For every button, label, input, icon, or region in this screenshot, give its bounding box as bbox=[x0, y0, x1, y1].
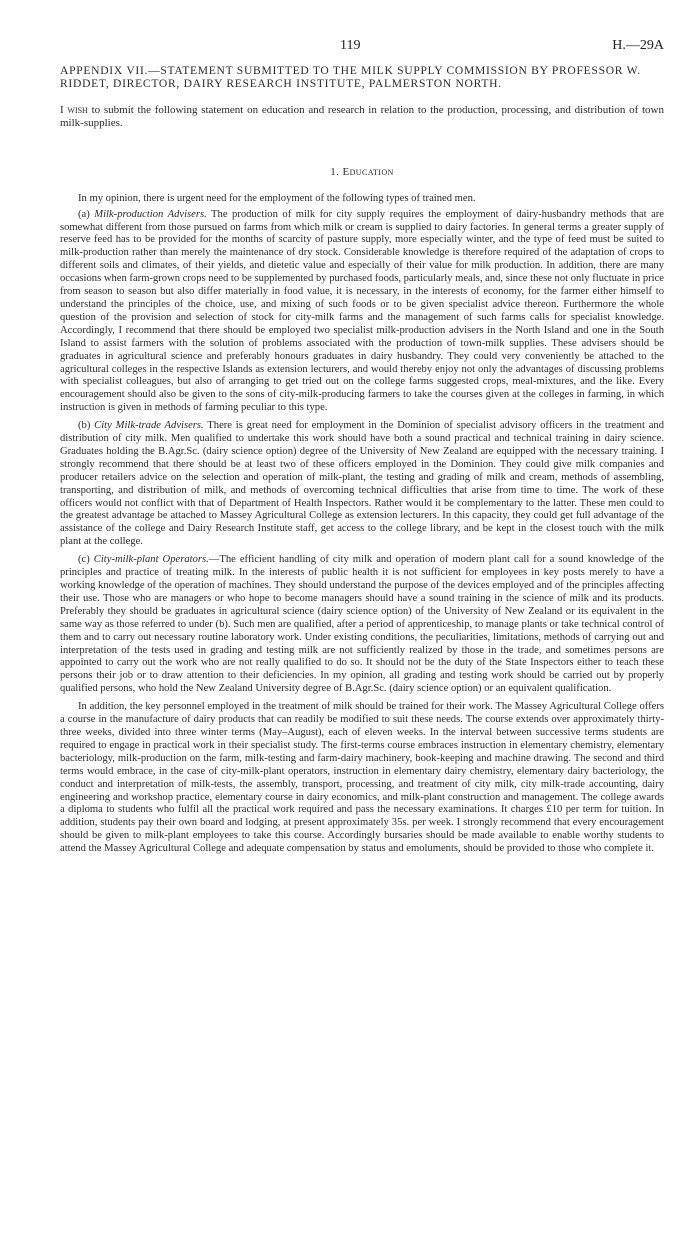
paragraph-b-text: There is great need for employment in the Dominion of specialist advisory officers in the treatment and distribution of city milk. Men qualified to undertake this work should have both a sound practical and technical training in dairy science. Graduates holding the B.Agr.Sc. (dairy science option) degree of the University of New Zealand are equipped with the necessary training. I strongly recommend that there should be at least two of these officers employed in the Dominion. They could give milk companies and producer retailers advice on the selection and operation of milk-plant, the testing and grading of milk and cream, methods of assembling, transporting, and distribution of milk, and methods of overcoming technical difficulties that arise from time to time. The work of these officers would not conflict with that of Department of Health Inspectors. Rather would it be complementary to the latter. These men could to the greatest advantage be attached to Massey Agricultural College as extension lecturers. In this capacity, they could get full advantage of the assistance of the college and Dairy Research Institute staff, get access to the college library, and be kept in the closest touch with the milk plant at the college. bbox=[60, 420, 664, 548]
document-page bbox=[60, 40, 664, 1230]
page-header bbox=[60, 40, 664, 64]
section-title: Education bbox=[342, 165, 394, 178]
intro-lead: I wish bbox=[60, 104, 88, 116]
section-number: 1. bbox=[330, 165, 340, 178]
paragraph-c bbox=[60, 554, 664, 696]
intro-paragraph bbox=[60, 104, 664, 130]
paragraph-a bbox=[60, 209, 664, 416]
paragraph-a-title: Milk-production Advisers. bbox=[94, 208, 207, 220]
paragraph-a-text: The production of milk for city supply requires the employment of dairy-husbandry methods that are somewhat different from those pursued on farms from which milk or cream is supplied to dairy factories. In general terms a greater supply of reserve feed has to be provided for the months of scarcity of pasture supply, more especially winter, and the type of feed must be suited to milk-production rather than merely the maintenance of dry stock. Considerable knowledge is therefore required of the adaptation of crops to different soils and climates, of their yields, and dietetic value and especially of their value for milk production. In addition, there are many occasions when farm-grown crops need to be supplemented by purchased foods, particularly meals, and, since these not only fluctuate in price from season to season but also differ materially in food value, it is necessary, in the interests of economy, for the farmer either himself to understand the principles of the choice, use, and mixing of such foods or to be given specialist advice thereon. Furthermore the whole question of the provision and selection of stock for city-milk farms and the management of such farms calls for specialist knowledge. Accordingly, I recommend that there should be employed two specialist milk-production advisers in the North Island and one in the South Island to assist farmers with the solution of problems associated with the production of town-milk supplies. These advisers should be graduates in agricultural science and preferably honours graduates in dairy husbandry. They could very conveniently be attached to the agricultural colleges in the respective Islands as extension lecturers, and would thereby enjoy not only the advantages of discussing problems with specialist colleagues, but also of arranging to get tried out on the college farms suggested crops, meal-mixtures, and the like. Every encouragement should also be given to the sons of city-milk-producing farmers to take the courses given at the colleges in farming, in which instruction is given in methods of farming peculiar to this type. bbox=[60, 208, 664, 414]
paragraph-a-label: (a) bbox=[78, 208, 90, 220]
paragraph-c-title: City-milk-plant Operators. bbox=[93, 554, 209, 566]
paragraph-b bbox=[60, 420, 664, 549]
paragraph-c-text: —The efficient handling of city milk and operation of modern plant call for a sound knowledge of the principles and practice of treating milk. In the interests of public health it is not sufficient for employees in key posts merely to have a working knowledge of the operation of machines. They should understand the purpose of the devices employed and of the principles affecting their use. Those who are managers or who hope to become managers should have a sound training in the science of milk and its products. Preferably they should be graduates in agricultural science (dairy science option) of the University of New Zealand or its equivalent in the same way as those referred to under (b). Such men are qualified, after a period of apprenticeship, to manage plants or take technical control of them and to carry out necessary routine laboratory work. Under existing conditions, the peculiarities, limitations, methods of carrying out and interpretation of the tests used in grading and testing milk are not sufficiently realized by those in the trade, and sometimes persons are appointed to carry out the work who are not really qualified to do so. It should not be the duty of the State Inspectors either to teach these persons their job or to draw attention to their deficiencies. In my opinion, all grading and testing work should be carried out by properly qualified persons, who hold the New Zealand University degree of B.Agr.Sc. (dairy science option) or an equivalent qualification. bbox=[60, 554, 665, 695]
appendix-title: APPENDIX VII.—STATEMENT SUBMITTED TO THE MILK SUPPLY COMMISSION BY PROFESSOR W. RIDDET, DIRECTOR, DAIRY RESEARCH INSTITUTE, PALMERSTON NORTH. bbox=[60, 64, 641, 90]
page-number: 119 bbox=[340, 38, 361, 53]
opening-paragraph: In my opinion, there is urgent need for the employment of the following types of trained men. bbox=[78, 192, 476, 204]
document-reference: H.—29A bbox=[612, 38, 664, 53]
section-heading bbox=[60, 166, 664, 179]
paragraph-b-title: City Milk-trade Advisers. bbox=[94, 420, 204, 432]
paragraph-b-label: (b) bbox=[78, 420, 91, 432]
intro-text: to submit the following statement on education and research in relation to the production, processing, and distribution of town milk-supplies. bbox=[60, 104, 664, 129]
paragraph-c-label: (c) bbox=[78, 554, 90, 566]
final-paragraph: In addition, the key personnel employed in the treatment of milk should be trained for their work. The Massey Agricultural College offers a course in the manufacture of dairy products that can readily be modified to suit these needs. The course extends over approximately thirty-three weeks, divided into three winter terms (May–August), each of eleven weeks. In the interval between successive terms students are required to engage in practical work in their specialist study. The first-terms course embraces instruction in elementary chemistry, elementary bacteriology, milk-production on the farm, milk-testing and farm-dairy machinery, book-keeping and machine drawing. The second and third terms would embrace, in the case of city-milk-plant operators, instruction in elementary dairy chemistry, elementary dairy bacteriology, the conduct and interpretation of milk-tests, the assembly, transport, processing, and treatment of city milk, city milk-trade accounting, dairy engineering and workshop practice, elementary course in dairy economics, and milk-plant construction and management. The college awards a diploma to students who fulfil all the practical work required and pass the necessary examinations. It charges £10 per term for tuition. In addition, students pay their own board and lodging, at present approximately 35s. per week. I strongly recommend that every encouragement should be given to milk-plant employees to take this course. Accordingly bursaries should be made available to enable worthy students to attend the Massey Agricultural College and adequate compensation by status and emoluments, should be provided to those who complete it. bbox=[60, 701, 664, 855]
